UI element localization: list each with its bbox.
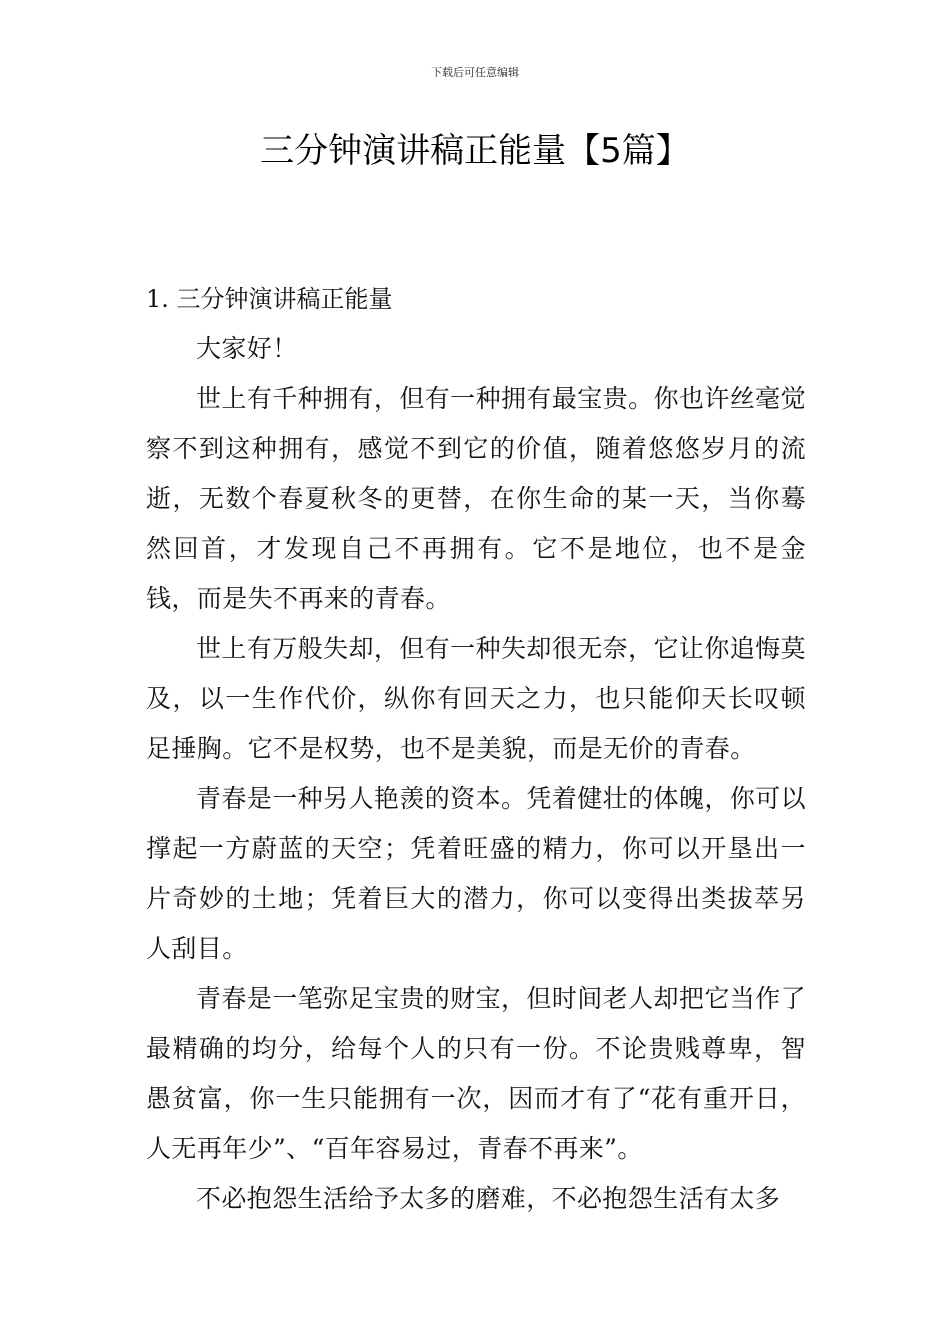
document-body bbox=[146, 274, 806, 1224]
paragraph: 世上有千种拥有，但有一种拥有最宝贵。你也许丝毫觉察不到这种拥有，感觉不到它的价值，随着悠悠岁月的流逝，无数个春夏秋冬的更替，在你生命的某一天，当你蓦然回首，才发现自己不再拥有。它不是地位，也不是金钱，而是失不再来的青春。 bbox=[146, 384, 806, 613]
paragraph: 青春是一种另人艳羡的资本。凭着健壮的体魄，你可以撑起一方蔚蓝的天空；凭着旺盛的精力，你可以开垦出一片奇妙的土地；凭着巨大的潜力，你可以变得出类拔萃另人刮目。 bbox=[146, 784, 806, 963]
section-heading: 1. 三分钟演讲稿正能量 bbox=[146, 285, 393, 313]
paragraph-greeting: 大家好！ bbox=[196, 334, 298, 363]
page-header-note: 下载后可任意编辑 bbox=[431, 66, 519, 79]
paragraph: 青春是一笔弥足宝贵的财宝，但时间老人却把它当作了最精确的均分，给每个人的只有一份。不论贵贱尊卑，智愚贫富，你一生只能拥有一次，因而才有了“花有重开日，人无再年少”、“百年容易过，青春不再来”。 bbox=[146, 984, 806, 1163]
paragraph-truncated: 不必抱怨生活给予太多的磨难，不必抱怨生活有太多 bbox=[196, 1184, 781, 1213]
paragraph: 世上有万般失却，但有一种失却很无奈，它让你追悔莫及，以一生作代价，纵你有回天之力，也只能仰天长叹顿足捶胸。它不是权势，也不是美貌，而是无价的青春。 bbox=[146, 634, 806, 763]
document-title: 三分钟演讲稿正能量【5篇】 bbox=[260, 131, 690, 171]
